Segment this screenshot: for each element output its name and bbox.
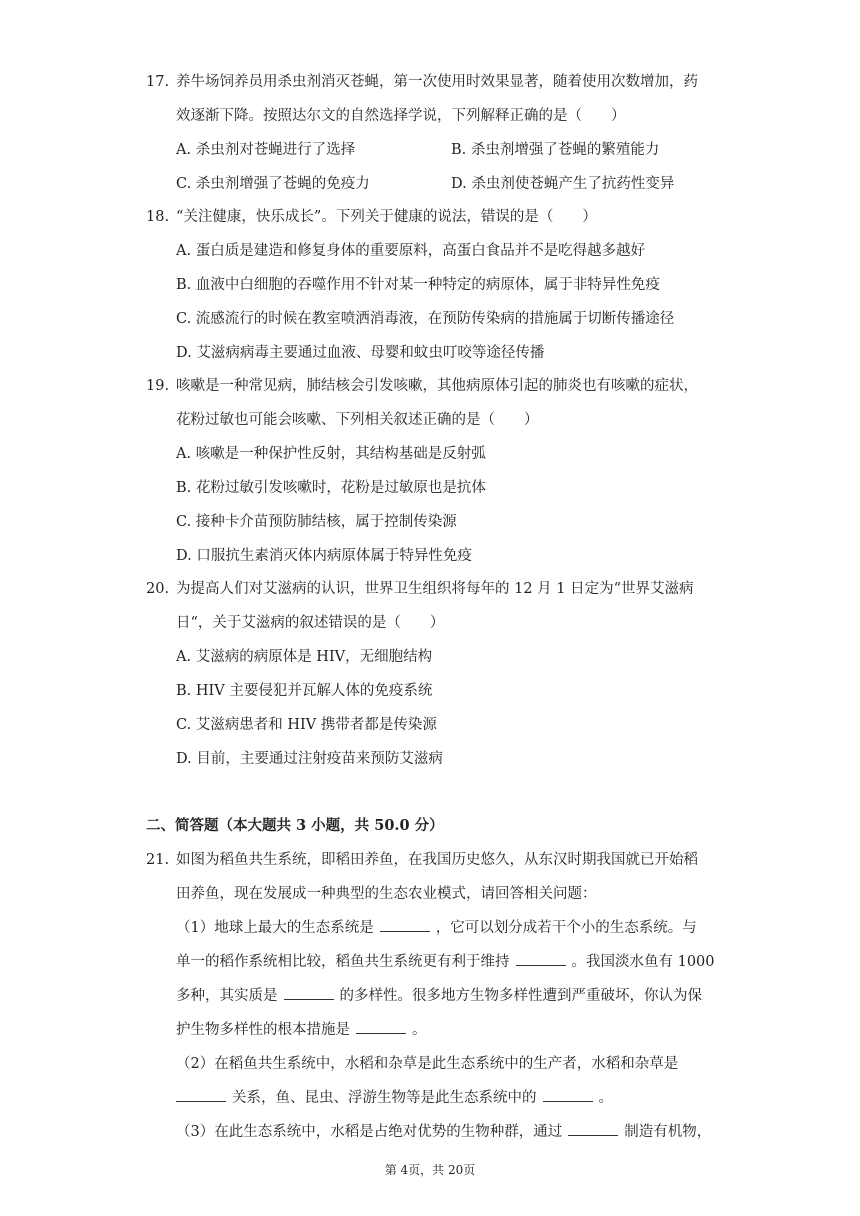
sub-question-2-line-1 bbox=[176, 1047, 726, 1081]
sub-question-3-line-1 bbox=[176, 1115, 726, 1149]
section-title: 二、简答题（本大题共 3 小题，共 50.0 分） bbox=[146, 817, 444, 834]
question-number: 19. bbox=[146, 378, 170, 394]
question-20-stem bbox=[146, 572, 726, 640]
question-17-stem bbox=[146, 65, 726, 133]
stem-line-2: 日“，关于艾滋病的叙述错误的是（ ） bbox=[176, 615, 445, 631]
option-d: D. 杀虫剂使苍蝇产生了抗药性变异 bbox=[451, 176, 675, 192]
answer-blank[interactable] bbox=[543, 1087, 593, 1102]
option-d: D. 艾滋病病毒主要通过血液、母婴和蚊虫叮咬等途径传播 bbox=[176, 345, 545, 361]
text-segment: （2）在稻鱼共生系统中，水稻和杂草是此生态系统中的生产者，水稻和杂草是 bbox=[176, 1056, 679, 1072]
sub-question-1 bbox=[146, 911, 726, 1047]
question-21-stem bbox=[146, 843, 726, 911]
stem-line-1: “关注健康，快乐成长”。下列关于健康的说法，错误的是（ ） bbox=[176, 209, 597, 225]
option-a: A. 咳嗽是一种保护性反射，其结构基础是反射弧 bbox=[176, 446, 486, 462]
answer-blank[interactable] bbox=[568, 1121, 618, 1136]
option-a: A. 杀虫剂对苍蝇进行了选择 bbox=[176, 142, 356, 158]
question-18 bbox=[146, 200, 726, 370]
option-c: C. 艾滋病患者和 HIV 携带者都是传染源 bbox=[176, 717, 437, 733]
option-b: B. 血液中白细胞的吞噬作用不针对某一种特定的病原体，属于非特异性免疫 bbox=[176, 277, 660, 293]
answer-blank[interactable] bbox=[176, 1087, 226, 1102]
answer-blank[interactable] bbox=[356, 1019, 406, 1034]
stem-line-2: 效逐渐下降。按照达尔文的自然选择学说，下列解释正确的是（ ） bbox=[176, 108, 626, 124]
options-row-ab bbox=[146, 133, 726, 167]
question-number: 17. bbox=[146, 74, 170, 90]
option-d: D. 目前，主要通过注射疫苗来预防艾滋病 bbox=[176, 751, 443, 767]
text-segment: 护生物多样性的根本措施是 bbox=[176, 1022, 350, 1038]
question-number: 20. bbox=[146, 581, 170, 597]
text-segment: （1）地球上最大的生态系统是 bbox=[176, 920, 374, 936]
option-a: A. 蛋白质是建造和修复身体的重要原料，高蛋白食品并不是吃得越多越好 bbox=[176, 243, 646, 259]
stem-line-2: 花粉过敏也可能会咳嗽、下列相关叙述正确的是（ ） bbox=[176, 412, 539, 428]
question-20 bbox=[146, 572, 726, 776]
text-segment: ，它可以划分成若干个小的生态系统。与 bbox=[435, 920, 697, 936]
option-c: C. 接种卡介苗预防肺结核，属于控制传染源 bbox=[176, 514, 457, 530]
option-a: A. 艾滋病的病原体是 HIV，无细胞结构 bbox=[176, 649, 433, 665]
answer-blank[interactable] bbox=[516, 951, 566, 966]
sub-question-2-line-2 bbox=[176, 1081, 726, 1115]
page-footer: 第 4页，共 20页 bbox=[384, 1163, 476, 1177]
answer-blank[interactable] bbox=[284, 985, 334, 1000]
text-segment: （3）在此生态系统中，水稻是占绝对优势的生物种群，通过 bbox=[176, 1124, 563, 1140]
question-17 bbox=[146, 65, 726, 201]
question-19 bbox=[146, 369, 726, 573]
option-c: C. 杀虫剂增强了苍蝇的免疫力 bbox=[176, 176, 370, 192]
sub-question-3 bbox=[146, 1115, 726, 1149]
sub-question-2 bbox=[146, 1047, 726, 1115]
sub-question-1-line-1 bbox=[176, 911, 726, 945]
option-c: C. 流感流行的时候在教室喷洒消毒液，在预防传染病的措施属于切断传播途径 bbox=[176, 311, 675, 327]
option-b: B. HIV 主要侵犯并瓦解人体的免疫系统 bbox=[176, 683, 433, 699]
options-row-cd bbox=[146, 167, 726, 201]
stem-line-1: 咳嗽是一种常见病，肺结核会引发咳嗽，其他病原体引起的肺炎也有咳嗽的症状， bbox=[176, 378, 698, 394]
text-segment: 多种，其实质是 bbox=[176, 988, 278, 1004]
question-18-stem bbox=[146, 200, 726, 234]
stem-line-1: 养牛场饲养员用杀虫剂消灭苍蝇，第一次使用时效果显著，随着使用次数增加，药 bbox=[176, 74, 698, 90]
text-segment: 。我国淡水鱼有 1000 bbox=[571, 954, 715, 970]
stem-line-1: 如图为稻鱼共生系统，即稻田养鱼，在我国历史悠久，从东汉时期我国就已开始稻 bbox=[176, 852, 698, 868]
option-b: B. 花粉过敏引发咳嗽时，花粉是过敏原也是抗体 bbox=[176, 480, 486, 496]
text-segment: 单一的稻作系统相比较，稻鱼共生系统更有利于维持 bbox=[176, 954, 510, 970]
question-number: 18. bbox=[146, 209, 170, 225]
sub-question-1-line-3 bbox=[176, 979, 726, 1013]
stem-line-2: 田养鱼，现在发展成一种典型的生态农业模式，请回答相关问题： bbox=[176, 886, 597, 902]
sub-question-1-line-2 bbox=[176, 945, 726, 979]
question-number: 21. bbox=[146, 852, 170, 868]
text-segment: 的多样性。很多地方生物多样性遭到严重破坏，你认为保 bbox=[339, 988, 702, 1004]
option-d: D. 口服抗生素消灭体内病原体属于特异性免疫 bbox=[176, 548, 472, 564]
question-19-stem bbox=[146, 369, 726, 437]
text-segment: 关系，鱼、昆虫、浮游生物等是此生态系统中的 bbox=[232, 1090, 537, 1106]
text-segment: 。 bbox=[412, 1022, 427, 1038]
option-b: B. 杀虫剂增强了苍蝇的繁殖能力 bbox=[451, 142, 660, 158]
text-segment: 。 bbox=[598, 1090, 613, 1106]
question-21 bbox=[146, 843, 726, 1149]
stem-line-1: 为提高人们对艾滋病的认识，世界卫生组织将每年的 12 月 1 日定为“世界艾滋病 bbox=[176, 581, 694, 597]
sub-question-1-line-4 bbox=[176, 1013, 726, 1047]
text-segment: 制造有机物， bbox=[624, 1124, 712, 1140]
answer-blank[interactable] bbox=[380, 917, 430, 932]
